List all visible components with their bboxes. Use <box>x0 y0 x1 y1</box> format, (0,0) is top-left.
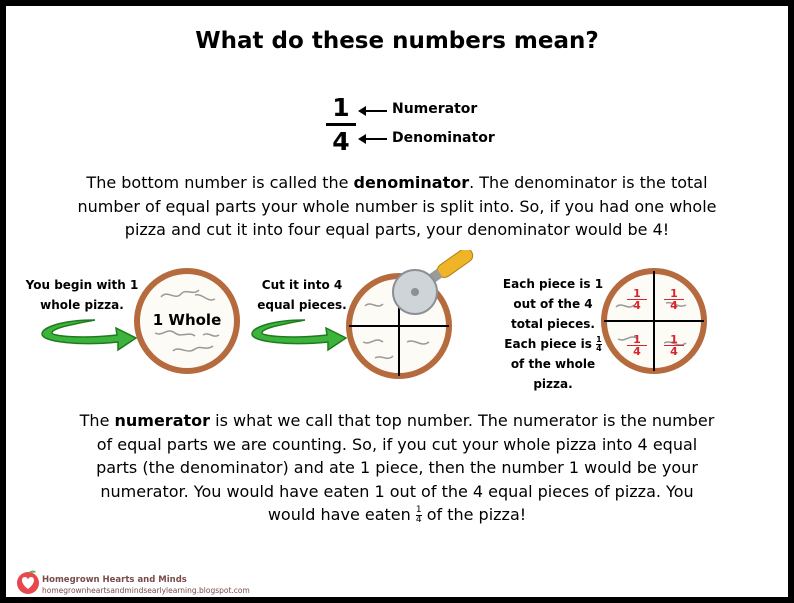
caption-line <box>496 334 610 354</box>
para-text: of the pizza! <box>421 505 527 524</box>
caption-text: Each piece is <box>504 337 597 351</box>
caption-line: total pieces. <box>511 317 595 331</box>
slice-fraction <box>664 334 684 357</box>
denominator-paragraph <box>40 171 754 242</box>
slice-fraction-den: 4 <box>670 299 678 312</box>
slice-fraction <box>627 334 647 357</box>
numerator-arrow <box>365 110 387 112</box>
pizza-cutter-icon <box>385 250 481 320</box>
para-line: number of equal parts your whole number is split into. So, if you had one whole <box>77 196 717 216</box>
denominator-term: denominator <box>353 173 470 192</box>
para-line <box>40 171 754 195</box>
caption-line: Cut it into 4 <box>261 278 343 292</box>
fraction-bar <box>326 123 356 126</box>
slice-fraction-num: 1 <box>664 288 684 300</box>
slice-fraction <box>664 288 684 311</box>
para-line <box>40 503 754 527</box>
caption-line: Each piece is 1 <box>502 277 604 291</box>
para-line: parts (the denominator) and ate 1 piece, then the number 1 would be your <box>96 458 698 477</box>
cut-caption <box>252 275 352 315</box>
slice-fraction-num: 1 <box>627 334 647 346</box>
para-text: . The denominator is the total <box>469 173 708 192</box>
fraction-diagram <box>326 93 356 156</box>
caption-line: out of the 4 <box>513 297 593 311</box>
numerator-term: numerator <box>114 411 211 430</box>
para-text: The bottom number is called the <box>86 173 354 192</box>
slice-fraction-num: 1 <box>664 334 684 346</box>
slice-fraction-den: 4 <box>670 345 678 358</box>
small-fraction-den: 4 <box>415 515 422 525</box>
slice-fraction <box>627 288 647 311</box>
small-fraction-num: 1 <box>415 505 422 515</box>
whole-label: 1 Whole <box>152 311 222 329</box>
caption-line: pizza. <box>533 377 573 391</box>
caption-line: of the whole <box>510 357 596 371</box>
each-piece-caption <box>496 274 610 394</box>
caption-line: You begin with 1 <box>25 278 139 292</box>
para-line: numerator. You would have eaten 1 out of the 4 equal pieces of pizza. You <box>100 481 694 501</box>
numerator-paragraph <box>40 409 754 527</box>
denominator-label: Denominator <box>392 130 495 146</box>
green-arrow-icon <box>250 316 350 352</box>
heart-logo-icon <box>14 569 42 595</box>
footer-url: homegrownheartsandmindsearlylearning.blogspot.com <box>42 586 250 595</box>
begin-caption <box>22 275 142 315</box>
footer-name: Homegrown Hearts and Minds <box>42 575 187 585</box>
small-fraction-num: 1 <box>596 335 602 344</box>
fraction-denominator: 4 <box>332 127 350 156</box>
numerator-label: Numerator <box>392 101 478 117</box>
para-text: The <box>79 411 115 430</box>
para-line: of equal parts we are counting. So, if you cut your whole pizza into 4 equal <box>96 434 698 454</box>
page-title: What do these numbers mean? <box>195 28 599 54</box>
fraction-numerator: 1 <box>332 93 350 122</box>
slice-fraction-den: 4 <box>633 345 641 358</box>
quartered-pizza-icon <box>600 267 708 375</box>
para-line: pizza and cut it into four equal parts, your denominator would be 4! <box>124 220 670 239</box>
para-line <box>40 409 754 433</box>
denominator-arrow <box>365 138 387 140</box>
slice-fraction-num: 1 <box>627 288 647 300</box>
caption-line: equal pieces. <box>257 298 347 312</box>
para-text: is what we call that top number. The numerator is the number <box>210 411 715 430</box>
para-text: would have eaten <box>267 505 416 524</box>
small-fraction-den: 4 <box>596 344 602 353</box>
slice-fraction-den: 4 <box>633 299 641 312</box>
caption-line: whole pizza. <box>40 298 124 312</box>
green-arrow-icon <box>40 316 140 352</box>
